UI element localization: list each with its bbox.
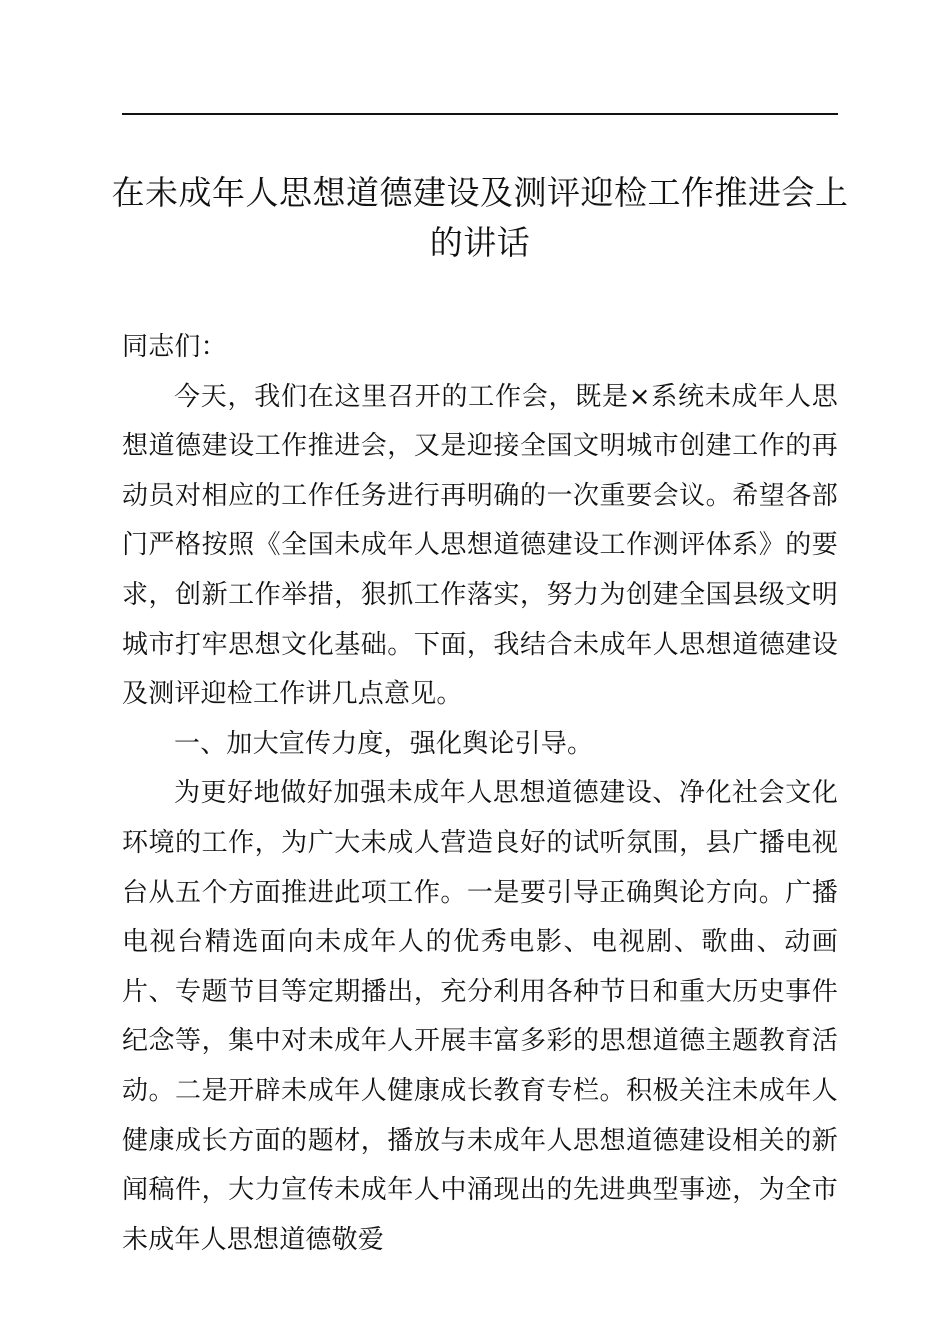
section-heading-1: 一、加大宣传力度，强化舆论引导。 <box>174 728 594 759</box>
header-rule <box>122 113 838 115</box>
document-body <box>122 323 838 1265</box>
paragraph-intro: 今天，我们在这里召开的工作会，既是×系统未成年人思想道德建设工作推进会，又是迎接全国文明城市创建工作的再动员对相应的工作任务进行再明确的一次重要会议。希望各部门严格按照《全国未成年人思想道德建设工作测评体系》的要求，创新工作举措，狠抓工作落实，努力为创建全国县级文明城市打牢思想文化基础。下面，我结合未成年人思想道德建设及测评迎检工作讲几点意见。 <box>122 381 838 710</box>
document-title: 在未成年人思想道德建设及测评迎检工作推进会上的讲话 <box>111 173 849 262</box>
salutation: 同志们： <box>122 332 227 362</box>
paragraph-section-1: 为更好地做好加强未成年人思想道德建设、净化社会文化环境的工作，为广大未成人营造良好的试听氛围，县广播电视台从五个方面推进此项工作。一是要引导正确舆论方向。广播电视台精选面向未成年人的优秀电影、电视剧、歌曲、动画片、专题节目等定期播出，充分利用各种节日和重大历史事件纪念等，集中对未成年人开展丰富多彩的思想道德主题教育活动。二是开辟未成年人健康成长教育专栏。积极关注未成年人健康成长方面的题材，播放与未成年人思想道德建设相关的新闻稿件，大力宣传未成年人中涌现出的先进典型事迹，为全市未成年人思想道德敬爱 <box>122 778 838 1255</box>
